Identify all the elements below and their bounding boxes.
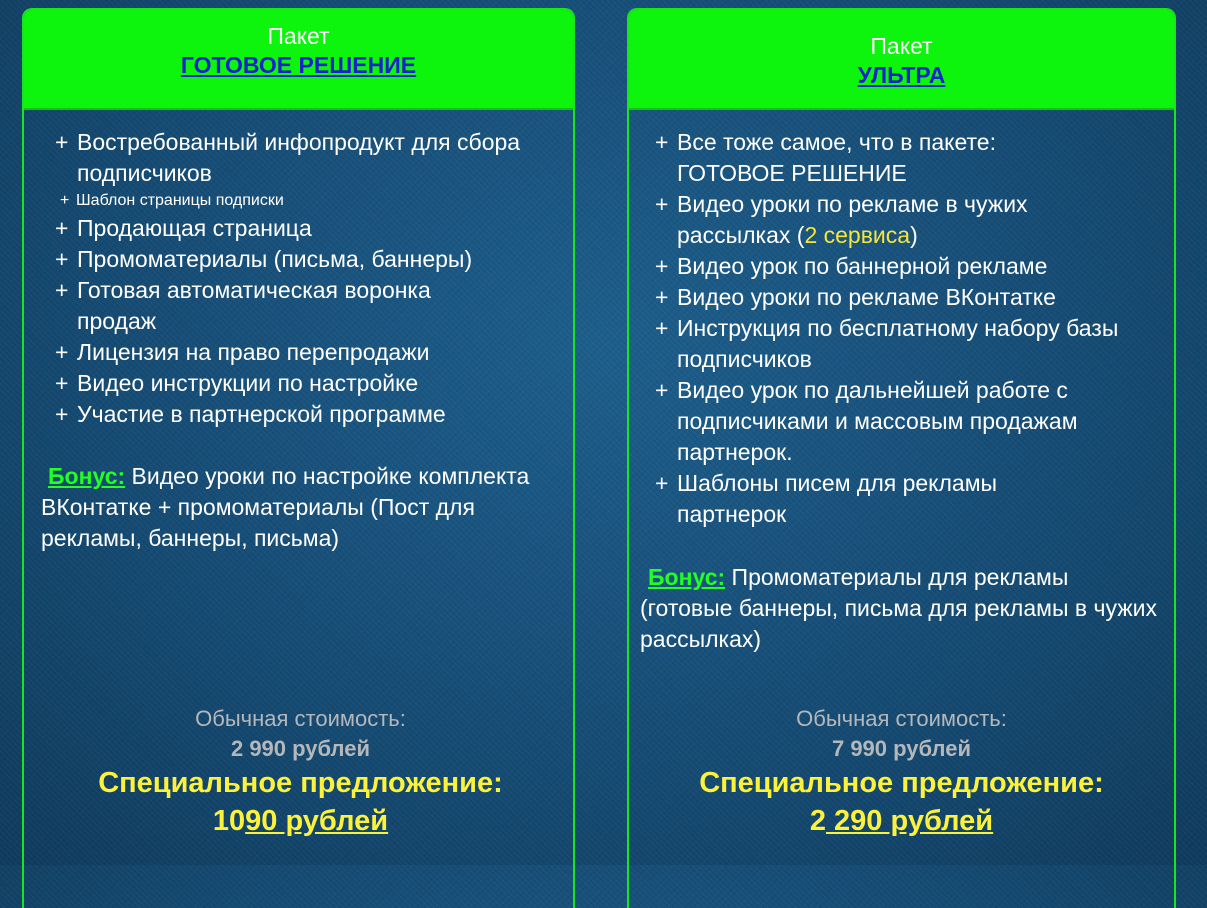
feature-text: Видео инструкции по настройке: [77, 370, 419, 396]
feature-item: [655, 189, 1105, 251]
special-price-prefix: 2: [809, 805, 826, 837]
price-block: [627, 704, 1176, 840]
plus-icon: +: [655, 315, 669, 341]
feature-text: Шаблоны писем для рекламы партнерок: [677, 470, 998, 527]
feature-text: Участие в партнерской программе: [77, 401, 446, 427]
feature-text: Все тоже самое, что в пакете: ГОТОВОЕ РЕШЕНИЕ: [677, 129, 996, 186]
regular-price-label: Обычная стоимость:: [796, 706, 1007, 731]
bonus-label: Бонус:: [48, 463, 126, 489]
package-name-link[interactable]: ГОТОВОЕ РЕШЕНИЕ: [180, 52, 417, 78]
feature-text: Промоматериалы (письма, баннеры): [77, 246, 473, 272]
plus-icon: +: [655, 253, 669, 279]
feature-text-part: Видео уроки по рекламе в чужих рассылках (: [677, 191, 1028, 248]
service-count-highlight: 2 сервиса: [804, 222, 911, 248]
regular-price: 7 990 рублей: [831, 736, 972, 761]
feature-text: Видео урок по баннерной рекламе: [677, 253, 1048, 279]
plus-icon: +: [655, 129, 669, 155]
special-price-prefix: 10: [212, 805, 246, 837]
regular-price-label: Обычная стоимость:: [195, 706, 406, 731]
regular-price: 2 990 рублей: [230, 736, 371, 761]
feature-text: Видео уроки по рекламе ВКонтатке: [677, 284, 1056, 310]
bonus-text: Промоматериалы для рекламы (готовые баннеры, письма для рекламы в чужих рассылках): [640, 564, 1157, 652]
feature-item: [55, 127, 525, 189]
feature-item: [55, 368, 555, 399]
special-offer-label: Специальное предложение:: [699, 767, 1104, 799]
feature-item: [55, 213, 545, 244]
package-label: Пакет: [267, 23, 330, 49]
bonus-text: Видео уроки по настройке комплекта ВКонтатке + промоматериалы (Пост для рекламы, баннеры, письма): [41, 463, 530, 551]
plus-icon: +: [655, 377, 669, 403]
feature-text-part: ): [910, 222, 918, 248]
special-price: [627, 802, 1176, 840]
feature-text: Шаблон страницы подписки: [76, 192, 284, 209]
feature-item: [55, 275, 515, 337]
feature-text: [655, 189, 1105, 251]
feature-text: Видео урок по дальнейшей работе с подписчиками и массовым продажам партнерок.: [677, 377, 1078, 465]
feature-text: Продающая страница: [77, 215, 312, 241]
feature-item: [655, 313, 1135, 375]
plus-icon: +: [55, 215, 69, 241]
package-label: Пакет: [870, 33, 933, 59]
feature-text: Востребованный инфопродукт для сбора подписчиков: [77, 129, 521, 186]
feature-text: Инструкция по бесплатному набору базы подписчиков: [677, 315, 1119, 372]
special-price-underlined: 90 рублей: [245, 805, 389, 837]
special-price-underlined: 290 рублей: [825, 805, 994, 837]
plus-icon: +: [55, 401, 69, 427]
plus-icon: +: [60, 192, 70, 209]
plus-icon: +: [55, 277, 69, 303]
package-header: [24, 10, 573, 110]
bonus-block: [640, 562, 1165, 655]
special-offer-label: Специальное предложение:: [98, 767, 503, 799]
plus-icon: +: [655, 191, 669, 217]
plus-icon: +: [55, 246, 69, 272]
plus-icon: +: [55, 339, 69, 365]
plus-icon: +: [55, 129, 69, 155]
plus-icon: +: [655, 284, 669, 310]
special-price: [24, 802, 577, 840]
feature-item: [655, 251, 1155, 282]
feature-item: [655, 375, 1155, 468]
package-header: [629, 10, 1174, 110]
package-name-link[interactable]: УЛЬТРА: [857, 62, 946, 88]
feature-item: [655, 282, 1155, 313]
feature-item: [55, 399, 555, 430]
price-block: [24, 704, 577, 840]
feature-item: [55, 244, 555, 275]
bonus-label: Бонус:: [648, 564, 726, 590]
bonus-block: [41, 461, 561, 554]
feature-item: [655, 468, 1075, 530]
feature-item: [655, 127, 1085, 189]
feature-text: Готовая автоматическая воронка продаж: [77, 277, 431, 334]
feature-item: [55, 337, 555, 368]
plus-icon: +: [55, 370, 69, 396]
feature-item: [60, 191, 530, 211]
plus-icon: +: [655, 470, 669, 496]
feature-text: Лицензия на право перепродажи: [77, 339, 430, 365]
